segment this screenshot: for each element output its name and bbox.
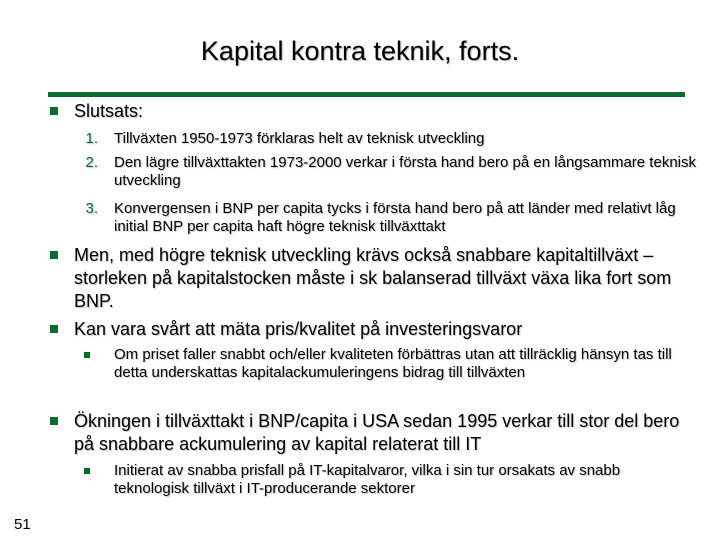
square-bullet-icon xyxy=(50,417,58,425)
square-bullet-icon xyxy=(50,107,58,115)
sub-bullet-text: Initierat av snabba prisfall på IT-kapitalvaror, vilka i sin tur orsakats av snabb teknologisk tillväxt i IT-producerande sektorer xyxy=(114,462,621,497)
square-bullet-icon xyxy=(84,468,90,474)
item-number: 2. xyxy=(85,154,98,171)
bullet-text: Ökningen i tillväxttakt i BNP/capita i USA sedan 1995 verkar till stor del bero på snabbare ackumulering av kapital relaterat till IT xyxy=(74,411,680,454)
square-bullet-icon xyxy=(50,251,58,259)
bullet-text: Slutsats: xyxy=(74,101,144,121)
square-bullet-icon xyxy=(84,352,90,358)
item-text: Tillväxten 1950-1973 förklaras helt av teknisk utveckling xyxy=(114,130,485,147)
slide-title: Kapital kontra teknik, forts. xyxy=(200,36,520,66)
item-text: Den lägre tillväxttakten 1973-2000 verkar i första hand bero på en långsammare teknisk utveckling xyxy=(114,154,696,189)
sub-bullet-text: Om priset faller snabbt och/eller kvaliteten förbättras utan att tillräcklig hänsyn tas till detta underskattas kapitalackumuleringens bidrag till tillväxten xyxy=(114,346,672,381)
item-number: 3. xyxy=(85,200,98,217)
bullet-text: Men, med högre teknisk utveckling krävs också snabbare kapitaltillväxt – storleken på kapitalstocken måste i sk balanserad tillväxt växa lika fort som BNP. xyxy=(74,245,672,311)
item-text: Konvergensen i BNP per capita tycks i första hand bero på att länder med relativt låg initial BNP per capita haft högre teknisk tillväxttakt xyxy=(114,200,676,235)
title-divider xyxy=(48,92,685,97)
bullet-text: Kan vara svårt att mäta pris/kvalitet på investeringsvaror xyxy=(74,319,523,339)
square-bullet-icon xyxy=(50,325,58,333)
page-number: 51 xyxy=(14,516,31,533)
item-number: 1. xyxy=(85,130,98,147)
